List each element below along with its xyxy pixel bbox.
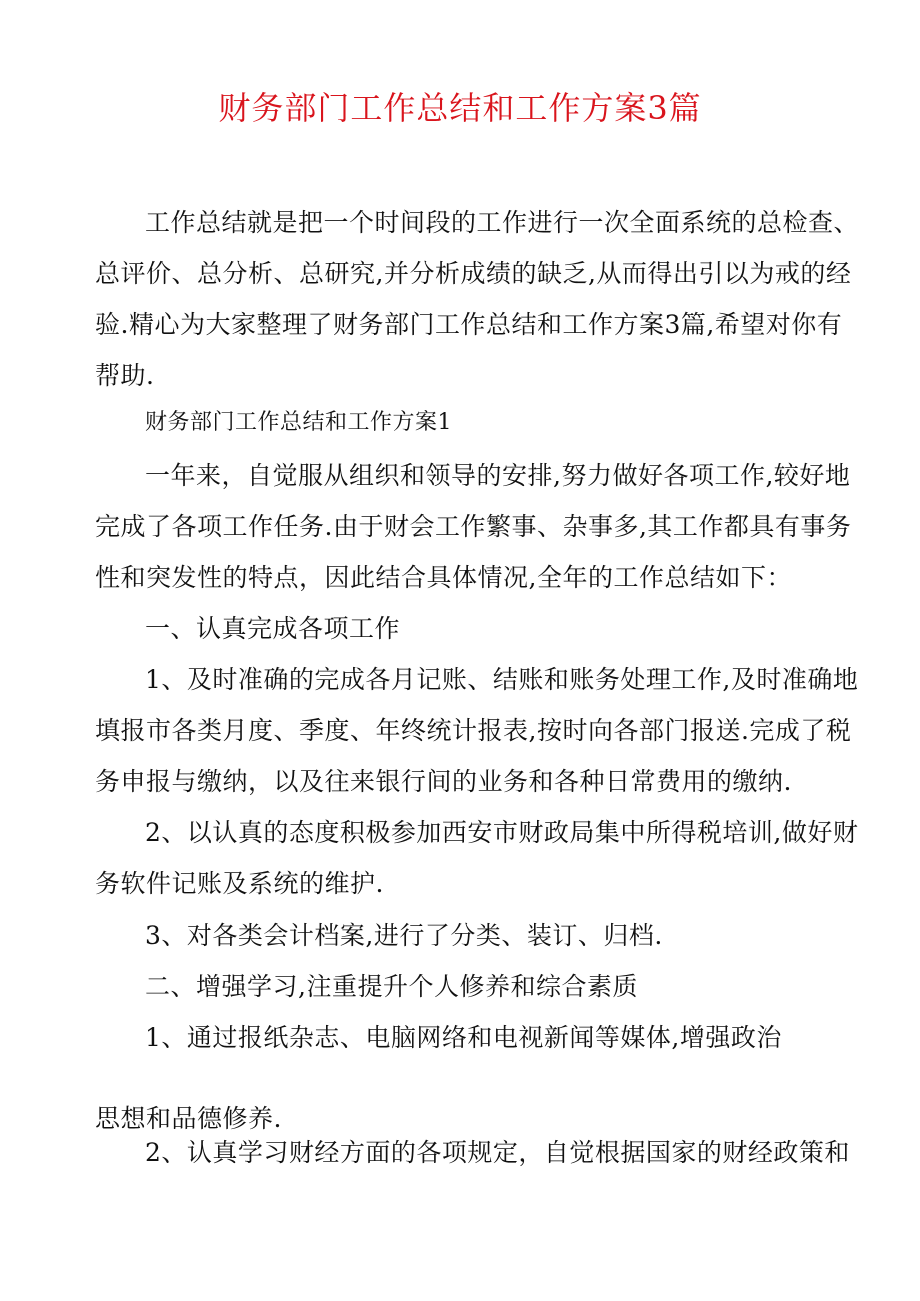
year-line-3: 性和突发性的特点，因此结合具体情况,全年的工作总结如下： xyxy=(95,563,792,592)
item-4-line-2: 思想和品德修养. xyxy=(95,1104,282,1133)
item-1-line-2: 填报市各类月度、季度、年终统计报表,按时向各部门报送.完成了税 xyxy=(95,716,852,745)
year-summary-paragraph xyxy=(95,450,851,603)
item-2-paragraph xyxy=(95,807,858,909)
subheading-plan-1: 财务部门工作总结和工作方案1 xyxy=(145,410,452,435)
item-1-line-1: 1、及时准确的完成各月记账、结账和账务处理工作,及时准确地 xyxy=(145,665,859,694)
intro-line-2: 总评价、总分析、总研究,并分析成绩的缺乏,从而得出引以为戒的经 xyxy=(95,259,852,288)
year-line-2: 完成了各项工作任务.由于财会工作繁事、杂事多,其工作都具有事务 xyxy=(95,512,852,541)
section-heading-1: 一、认真完成各项工作 xyxy=(145,614,401,643)
item-4-line-1: 1、通过报纸杂志、电脑网络和电视新闻等媒体,增强政治 xyxy=(145,1023,782,1052)
item-3-paragraph: 3、对各类会计档案,进行了分类、装订、归档. xyxy=(145,921,663,950)
intro-paragraph xyxy=(95,197,859,401)
item-2-line-1: 2、以认真的态度积极参加西安市财政局集中所得税培训,做好财 xyxy=(145,818,859,847)
item-1-paragraph xyxy=(95,654,858,807)
item-1-line-3: 务申报与缴纳，以及往来银行间的业务和各种日常费用的缴纳. xyxy=(95,767,792,796)
intro-line-4: 帮助. xyxy=(95,361,155,390)
document-title: 财务部门工作总结和工作方案3篇 xyxy=(218,89,702,127)
year-line-1: 一年来，自觉服从组织和领导的安排,努力做好各项工作,较好地 xyxy=(145,461,851,490)
intro-line-3: 验.精心为大家整理了财务部门工作总结和工作方案3篇,希望对你有 xyxy=(95,310,843,339)
item-2-line-2: 务软件记账及系统的维护. xyxy=(95,869,384,898)
section-heading-2: 二、增强学习,注重提升个人修养和综合素质 xyxy=(145,972,638,1001)
intro-line-1: 工作总结就是把一个时间段的工作进行一次全面系统的总检查、 xyxy=(145,208,860,237)
item-5-paragraph: 2、认真学习财经方面的各项规定，自觉根据国家的财经政策和 xyxy=(145,1138,850,1167)
